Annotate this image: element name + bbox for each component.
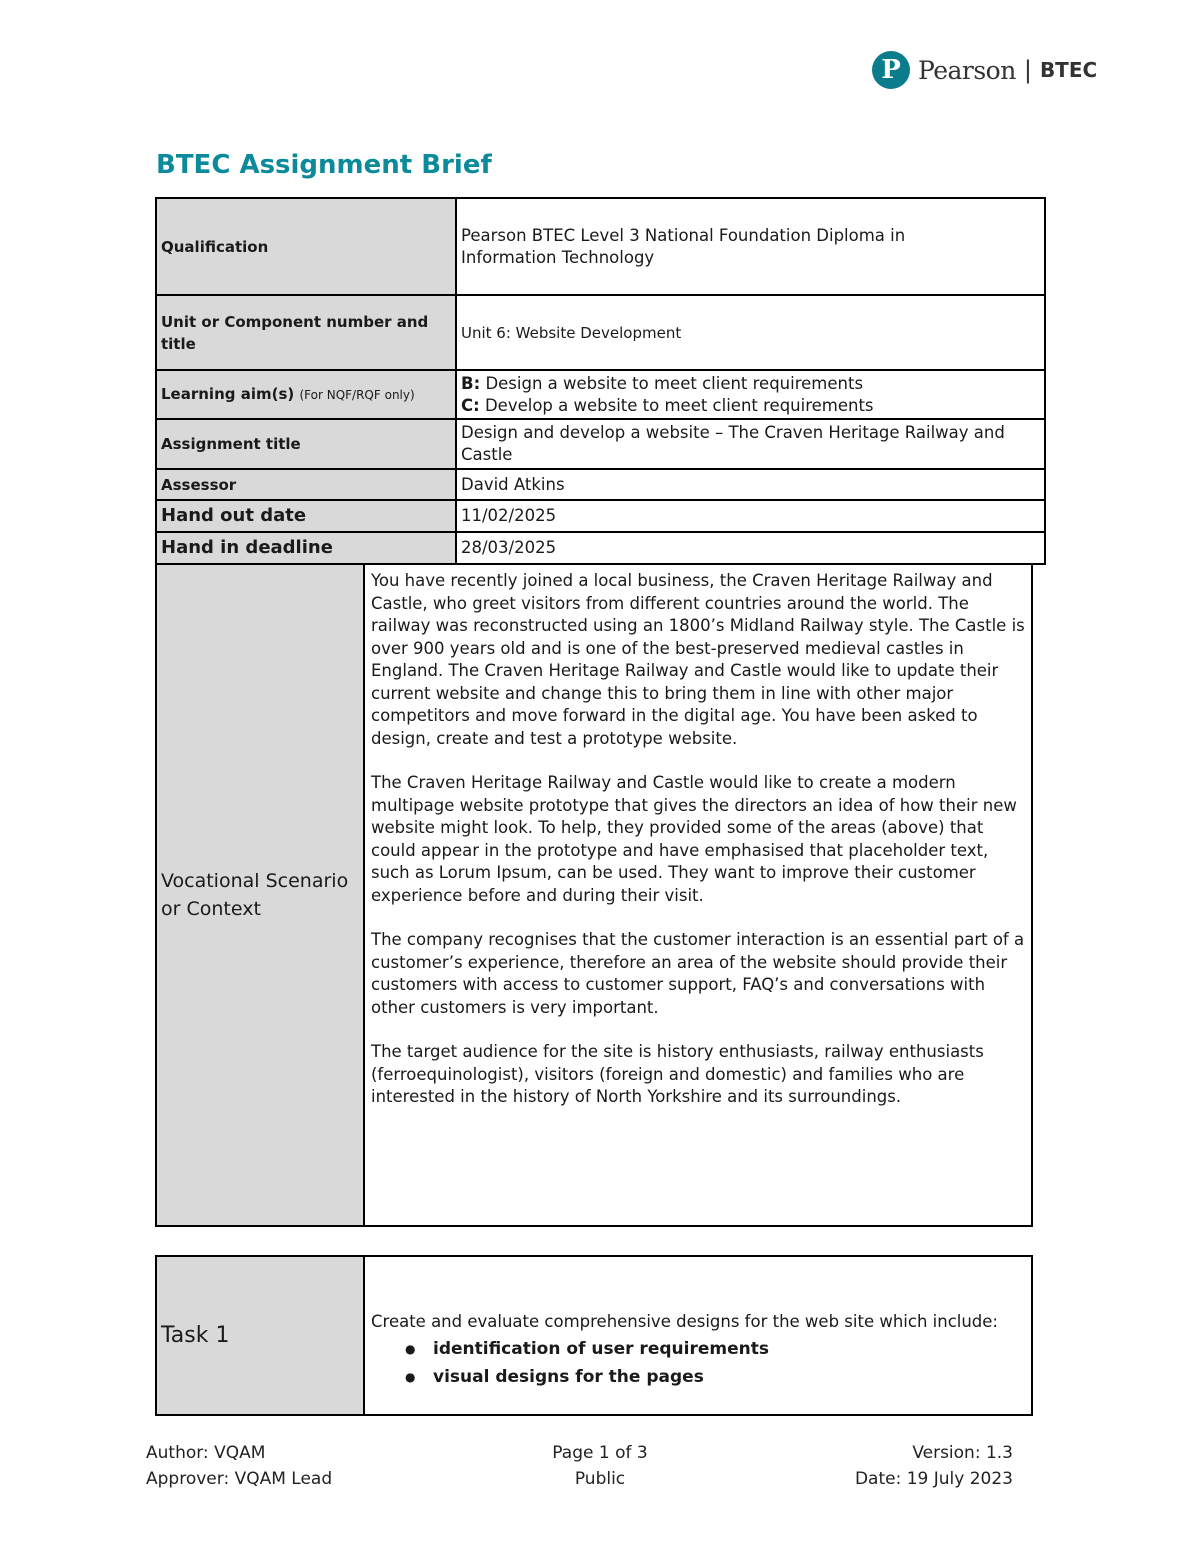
scenario-label: Vocational Scenario or Context — [156, 564, 364, 1226]
learning-aims-note: (For NQF/RQF only) — [299, 388, 415, 402]
learning-aims-row — [156, 370, 1045, 419]
task-1-description — [364, 1256, 1032, 1415]
scenario-paragraph: You have recently joined a local business, the Craven Heritage Railway and Castle, who greet visitors from different countries around the world. The railway was reconstructed using an 1800’s Midland Railway style. The Castle is over 900 years old and is one of the best-preserved medieval castles in England. The Craven Heritage Railway and Castle would like to update their current website and change this to bring them in line with other major competitors and move forward in the digital age. You have been asked to design, create and test a prototype website. — [371, 571, 1025, 748]
task-table — [155, 1255, 1033, 1416]
scenario-paragraph: The Craven Heritage Railway and Castle would like to create a modern multipage website prototype that gives the directors an idea of how their new website might look. To help, they provided some of the areas (above) that could appear in the prototype and have emphasised that placeholder text, such as Lorum Ipsum, can be used. They want to improve their customer experience before and during their visit. — [371, 773, 1017, 905]
assessor-value: David Atkins — [456, 469, 1045, 500]
footer-author: Author: VQAM — [146, 1443, 266, 1463]
hand-in-value: 28/03/2025 — [456, 532, 1045, 564]
footer-page-number: Page 1 of 3 — [552, 1443, 648, 1463]
hand-in-row — [156, 532, 1045, 564]
document-title: BTEC Assignment Brief — [156, 150, 492, 180]
assignment-title-label: Assignment title — [156, 419, 456, 469]
assessor-row — [156, 469, 1045, 500]
qualification-value: Pearson BTEC Level 3 National Foundation Diploma in Information Technology — [456, 198, 1045, 295]
footer-center — [490, 1440, 710, 1492]
list-item: ● visual designs for the pages — [433, 1363, 1025, 1391]
list-item: ● identification of user requirements — [433, 1335, 1025, 1363]
scenario-text — [364, 564, 1032, 1226]
footer-right — [855, 1440, 1013, 1492]
task-1-intro: Create and evaluate comprehensive designs for the web site which include: — [371, 1312, 998, 1331]
scenario-table — [155, 563, 1033, 1227]
logo-btec-text: BTEC — [1039, 58, 1098, 82]
task-1-list — [371, 1335, 1025, 1391]
unit-label: Unit or Component number and title — [156, 295, 456, 370]
hand-out-value: 11/02/2025 — [456, 500, 1045, 532]
footer-classification: Public — [574, 1469, 626, 1489]
scenario-paragraph: The company recognises that the customer interaction is an essential part of a customer’s experience, therefore an area of the website should provide their customers with access to customer support, FAQ’s and conversations with other customers is very important. — [371, 930, 1025, 1017]
qualification-row — [156, 198, 1045, 295]
footer-date: Date: 19 July 2023 — [854, 1469, 1013, 1489]
pearson-logo-icon: P — [872, 51, 910, 89]
footer-left — [146, 1440, 332, 1492]
learning-aims-value: B: Design a website to meet client requirements C: Develop a website to meet client requirements — [456, 370, 1045, 419]
hand-in-label: Hand in deadline — [156, 532, 456, 564]
footer-approver: Approver: VQAM Lead — [146, 1469, 333, 1489]
qualification-label: Qualification — [156, 198, 456, 295]
learning-aims-label: Learning aim(s) (For NQF/RQF only) — [156, 370, 456, 419]
unit-row — [156, 295, 1045, 370]
assignment-title-row — [156, 419, 1045, 469]
assignment-details-table — [155, 197, 1046, 565]
assignment-title-value: Design and develop a website – The Craven Heritage Railway and Castle — [456, 419, 1045, 469]
footer-version: Version: 1.3 — [912, 1443, 1013, 1463]
task-1-label: Task 1 — [156, 1256, 364, 1415]
assessor-label: Assessor — [156, 469, 456, 500]
pearson-btec-logo — [872, 50, 1097, 90]
logo-separator: | — [1023, 56, 1032, 84]
unit-value: Unit 6: Website Development — [456, 295, 1045, 370]
logo-pearson-text: Pearson — [918, 55, 1016, 85]
hand-out-row — [156, 500, 1045, 532]
scenario-paragraph: The target audience for the site is history enthusiasts, railway enthusiasts (ferroequinologist), visitors (foreign and domestic) and families who are interested in the history of North Yorkshire and its surroundings. — [371, 1042, 984, 1106]
hand-out-label: Hand out date — [156, 500, 456, 532]
